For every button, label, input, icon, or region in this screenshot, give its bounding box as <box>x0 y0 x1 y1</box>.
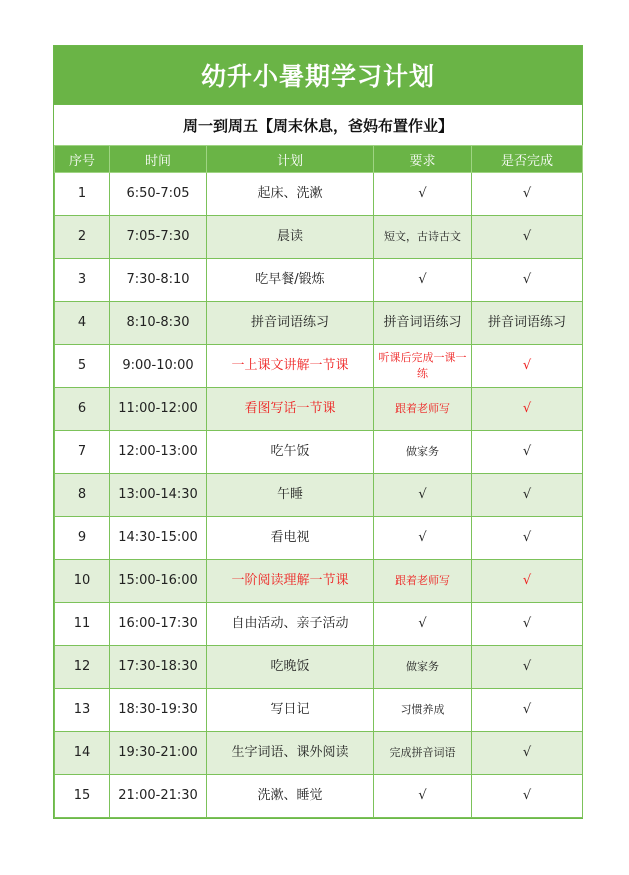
header-plan: 计划 <box>207 146 374 173</box>
cell-number: 12 <box>55 646 110 689</box>
cell-plan: 拼音词语练习 <box>207 302 374 345</box>
cell-time: 14:30-15:00 <box>110 517 207 560</box>
cell-time: 15:00-16:00 <box>110 560 207 603</box>
cell-requirement: 习惯养成 <box>374 689 472 732</box>
cell-time: 19:30-21:00 <box>110 732 207 775</box>
cell-time: 13:00-14:30 <box>110 474 207 517</box>
cell-plan: 起床、洗漱 <box>207 173 374 216</box>
cell-number: 6 <box>55 388 110 431</box>
cell-completed: √ <box>472 474 583 517</box>
cell-time: 17:30-18:30 <box>110 646 207 689</box>
cell-plan: 一上课文讲解一节课 <box>207 345 374 388</box>
cell-time: 9:00-10:00 <box>110 345 207 388</box>
cell-number: 1 <box>55 173 110 216</box>
cell-requirement: 短文，古诗古文 <box>374 216 472 259</box>
cell-time: 11:00-12:00 <box>110 388 207 431</box>
table-header-row <box>55 146 583 173</box>
cell-plan: 吃午饭 <box>207 431 374 474</box>
cell-completed: √ <box>472 259 583 302</box>
table-row <box>55 345 583 388</box>
table-row <box>55 732 583 775</box>
cell-number: 11 <box>55 603 110 646</box>
cell-number: 10 <box>55 560 110 603</box>
table-row <box>55 560 583 603</box>
cell-requirement: √ <box>374 517 472 560</box>
cell-requirement: 拼音词语练习 <box>374 302 472 345</box>
header-number: 序号 <box>55 146 110 173</box>
cell-number: 9 <box>55 517 110 560</box>
cell-requirement: 做家务 <box>374 431 472 474</box>
cell-requirement: 做家务 <box>374 646 472 689</box>
table-row <box>55 474 583 517</box>
cell-time: 12:00-13:00 <box>110 431 207 474</box>
table-row <box>55 173 583 216</box>
cell-completed: √ <box>472 345 583 388</box>
cell-plan: 洗漱、睡觉 <box>207 775 374 818</box>
cell-number: 15 <box>55 775 110 818</box>
cell-plan: 看电视 <box>207 517 374 560</box>
cell-time: 21:00-21:30 <box>110 775 207 818</box>
cell-plan: 一阶阅读理解一节课 <box>207 560 374 603</box>
cell-number: 4 <box>55 302 110 345</box>
table-row <box>55 517 583 560</box>
cell-plan: 自由活动、亲子活动 <box>207 603 374 646</box>
table-row <box>55 689 583 732</box>
cell-requirement: 跟着老师写 <box>374 388 472 431</box>
table-row <box>55 216 583 259</box>
cell-completed: √ <box>472 775 583 818</box>
table-row <box>55 603 583 646</box>
cell-requirement: 跟着老师写 <box>374 560 472 603</box>
cell-time: 8:10-8:30 <box>110 302 207 345</box>
cell-completed: √ <box>472 517 583 560</box>
table-body <box>55 173 583 818</box>
cell-requirement: √ <box>374 259 472 302</box>
cell-time: 7:05-7:30 <box>110 216 207 259</box>
cell-plan: 晨读 <box>207 216 374 259</box>
header-time: 时间 <box>110 146 207 173</box>
cell-requirement: √ <box>374 474 472 517</box>
table-row <box>55 775 583 818</box>
cell-completed: √ <box>472 216 583 259</box>
schedule-table <box>54 145 583 818</box>
cell-number: 8 <box>55 474 110 517</box>
cell-requirement: √ <box>374 173 472 216</box>
table-row <box>55 388 583 431</box>
cell-number: 7 <box>55 431 110 474</box>
cell-completed: √ <box>472 689 583 732</box>
cell-completed: √ <box>472 388 583 431</box>
cell-plan: 写日记 <box>207 689 374 732</box>
table-row <box>55 259 583 302</box>
cell-plan: 吃早餐/锻炼 <box>207 259 374 302</box>
cell-completed: √ <box>472 603 583 646</box>
cell-number: 3 <box>55 259 110 302</box>
cell-number: 13 <box>55 689 110 732</box>
cell-completed: 拼音词语练习 <box>472 302 583 345</box>
cell-completed: √ <box>472 646 583 689</box>
cell-plan: 吃晚饭 <box>207 646 374 689</box>
cell-requirement: 听课后完成一课一练 <box>374 345 472 388</box>
cell-time: 16:00-17:30 <box>110 603 207 646</box>
cell-completed: √ <box>472 173 583 216</box>
cell-plan: 午睡 <box>207 474 374 517</box>
table-row <box>55 646 583 689</box>
schedule-sheet <box>53 45 583 819</box>
cell-requirement: √ <box>374 603 472 646</box>
table-row <box>55 431 583 474</box>
cell-plan: 看图写话一节课 <box>207 388 374 431</box>
cell-number: 5 <box>55 345 110 388</box>
cell-time: 18:30-19:30 <box>110 689 207 732</box>
table-row <box>55 302 583 345</box>
cell-number: 14 <box>55 732 110 775</box>
cell-requirement: 完成拼音词语 <box>374 732 472 775</box>
cell-completed: √ <box>472 431 583 474</box>
cell-time: 7:30-8:10 <box>110 259 207 302</box>
cell-completed: √ <box>472 560 583 603</box>
header-completed: 是否完成 <box>472 146 583 173</box>
page-title: 幼升小暑期学习计划 <box>54 46 582 104</box>
header-requirement: 要求 <box>374 146 472 173</box>
cell-requirement: √ <box>374 775 472 818</box>
cell-completed: √ <box>472 732 583 775</box>
page-subtitle: 周一到周五【周末休息，爸妈布置作业】 <box>54 104 582 145</box>
cell-plan: 生字词语、课外阅读 <box>207 732 374 775</box>
cell-number: 2 <box>55 216 110 259</box>
cell-time: 6:50-7:05 <box>110 173 207 216</box>
